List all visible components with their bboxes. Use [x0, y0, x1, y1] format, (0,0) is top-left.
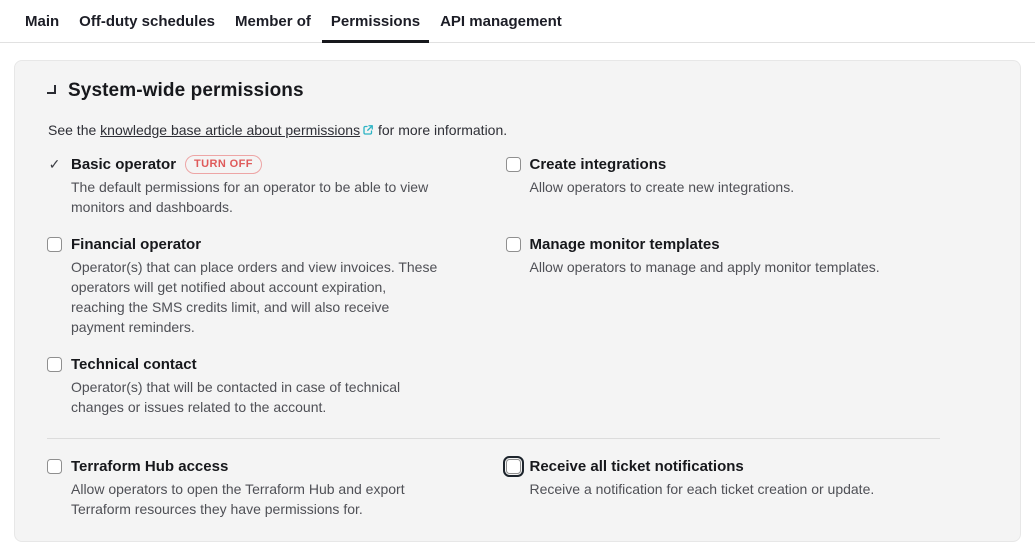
- permission-text: [71, 355, 443, 417]
- system-wide-permissions-panel: [14, 60, 1021, 542]
- permission-label: Financial operator: [71, 236, 202, 253]
- permission-text: [71, 235, 443, 337]
- checkmark-icon[interactable]: ✓: [48, 156, 61, 172]
- create-integrations-checkbox[interactable]: [506, 157, 521, 172]
- permission-label: Create integrations: [529, 156, 667, 173]
- info-suffix: for more information.: [377, 122, 508, 138]
- permissions-grid-bottom: [47, 457, 940, 519]
- permission-text: [530, 457, 875, 499]
- permission-label-row: [530, 155, 795, 174]
- knowledge-base-link[interactable]: knowledge base article about permissions: [100, 122, 361, 138]
- permission-label-row: [71, 457, 443, 476]
- permissions-grid-main: [47, 155, 940, 417]
- manage-monitor-templates-checkbox[interactable]: [506, 237, 521, 252]
- external-link-icon[interactable]: [362, 124, 374, 136]
- permission-item-manage-monitor-templates: [506, 235, 941, 337]
- tab-member-of[interactable]: Member of: [226, 0, 320, 42]
- section-divider: [47, 438, 940, 439]
- permission-item-basic-operator: [47, 155, 482, 217]
- permission-label: Terraform Hub access: [71, 458, 229, 475]
- receive-all-ticket-notifications-checkbox[interactable]: [506, 459, 521, 474]
- tab-bar: [0, 0, 1035, 43]
- permission-item-receive-all-ticket-notifications: [506, 457, 941, 519]
- permission-description: Allow operators to create new integrations.: [529, 179, 795, 195]
- permission-item-technical-contact: [47, 355, 482, 417]
- permission-label-row: [71, 355, 443, 374]
- permission-description: Operator(s) that will be contacted in case of technical changes or issues related to the account.: [71, 379, 401, 415]
- info-prefix: See the: [48, 122, 97, 138]
- permission-label-row: [71, 155, 443, 174]
- permission-label: Technical contact: [71, 356, 197, 373]
- permission-text: [71, 457, 443, 519]
- permission-description: Receive a notification for each ticket creation or update.: [529, 481, 875, 497]
- permission-text: [71, 155, 443, 217]
- terraform-hub-access-checkbox[interactable]: [47, 459, 62, 474]
- panel-header[interactable]: [47, 80, 988, 102]
- collapse-icon[interactable]: [47, 85, 56, 94]
- permission-label-row: [530, 235, 880, 254]
- permission-description: Allow operators to manage and apply monitor templates.: [529, 259, 880, 275]
- permission-text: [530, 155, 795, 197]
- permission-item-financial-operator: [47, 235, 482, 337]
- permission-item-create-integrations: [506, 155, 941, 217]
- permission-description: Operator(s) that can place orders and view invoices. These operators will get notified about account expiration, reaching the SMS credits limit, and will also receive payment reminders.: [71, 259, 438, 335]
- financial-operator-checkbox[interactable]: [47, 237, 62, 252]
- permission-label: Basic operator: [71, 156, 177, 173]
- technical-contact-checkbox[interactable]: [47, 357, 62, 372]
- permission-label-row: [530, 457, 875, 476]
- tab-main[interactable]: Main: [16, 0, 68, 42]
- panel-title: System-wide permissions: [68, 80, 304, 101]
- permission-label-row: [71, 235, 443, 254]
- tab-off-duty-schedules[interactable]: Off-duty schedules: [70, 0, 224, 42]
- info-line: [48, 122, 988, 138]
- turn-off-badge[interactable]: TURN OFF: [185, 155, 262, 174]
- permission-text: [530, 235, 880, 277]
- permission-label: Manage monitor templates: [529, 236, 720, 253]
- permission-item-terraform-hub-access: [47, 457, 482, 519]
- tab-permissions[interactable]: Permissions: [322, 0, 429, 42]
- permission-description: The default permissions for an operator to be able to view monitors and dashboards.: [71, 179, 429, 215]
- tab-api-management[interactable]: API management: [431, 0, 571, 42]
- permission-description: Allow operators to open the Terraform Hub and export Terraform resources they have permissions for.: [71, 481, 405, 517]
- permission-label: Receive all ticket notifications: [529, 458, 744, 475]
